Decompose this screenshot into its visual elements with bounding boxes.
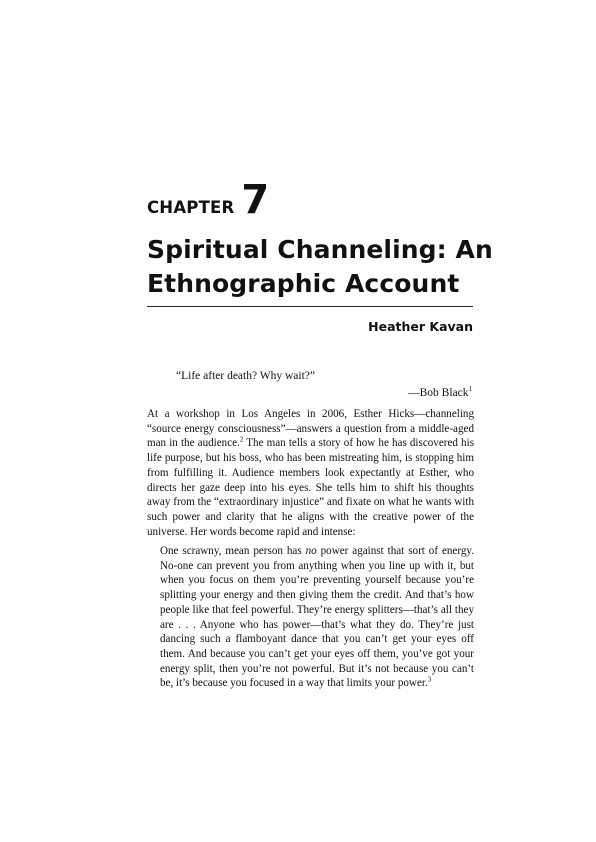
block-quote-emphasis: no — [305, 545, 317, 557]
footnote-marker-2: 2 — [239, 435, 244, 444]
block-quote-part-2: power against that sort of energy. No-one can prevent you from anything when you line up with it, but when you focus on them you’re preventing yourself because you’re splitting your energy and then giving them the credit. And that’s how people like that feel powerful. They’re energy splitters—that’s all they are . . . Anyone who has power—that’s what they do. They’re just dancing such a flamboyant dance that you can’t get your eyes off them. And because you can’t get your eyes off them, you’ve got your energy split, then you’re not powerful. But it’s not because you can’t be, it’s because you focused in a way that limits your power. — [160, 545, 474, 690]
body-paragraph-part-1: At a workshop in Los Angeles in 2006, Esther Hicks—channeling “source energy consciousness”—answers a question from a middle-aged man in the audience. — [147, 408, 474, 450]
title-rule — [147, 306, 473, 307]
chapter-title — [147, 233, 493, 301]
block-quote — [160, 544, 474, 691]
epigraph-source-name: —Bob Black — [408, 387, 469, 399]
body-paragraph-part-2: The man tells a story of how he has discovered his life purpose, but his boss, who has been mistreating him, is stopping him from fulfilling it. Audience members look expectantly at Esther, who directs her gaze deep into his eyes. She tells him to shift his thoughts away from the “extraordinary injustice” and fixate on what he wants with such power and clarity that he aligns with the creative power of the universe. Her words become rapid and intense: — [147, 437, 475, 538]
block-quote-part-1: One scrawny, mean person has — [160, 545, 306, 557]
chapter-number: 7 — [241, 177, 270, 223]
author-name: Heather Kavan — [368, 319, 473, 334]
chapter-title-line-2: Ethnographic Account — [147, 269, 460, 298]
footnote-marker-3: 3 — [427, 675, 432, 684]
epigraph-quote: “Life after death? Why wait?” — [176, 370, 315, 382]
chapter-heading — [147, 177, 270, 224]
chapter-title-line-1: Spiritual Channeling: An — [147, 235, 493, 264]
body-paragraph — [147, 407, 474, 539]
footnote-marker-1: 1 — [468, 385, 472, 394]
chapter-label: CHAPTER — [147, 198, 235, 217]
epigraph-source — [408, 387, 472, 399]
